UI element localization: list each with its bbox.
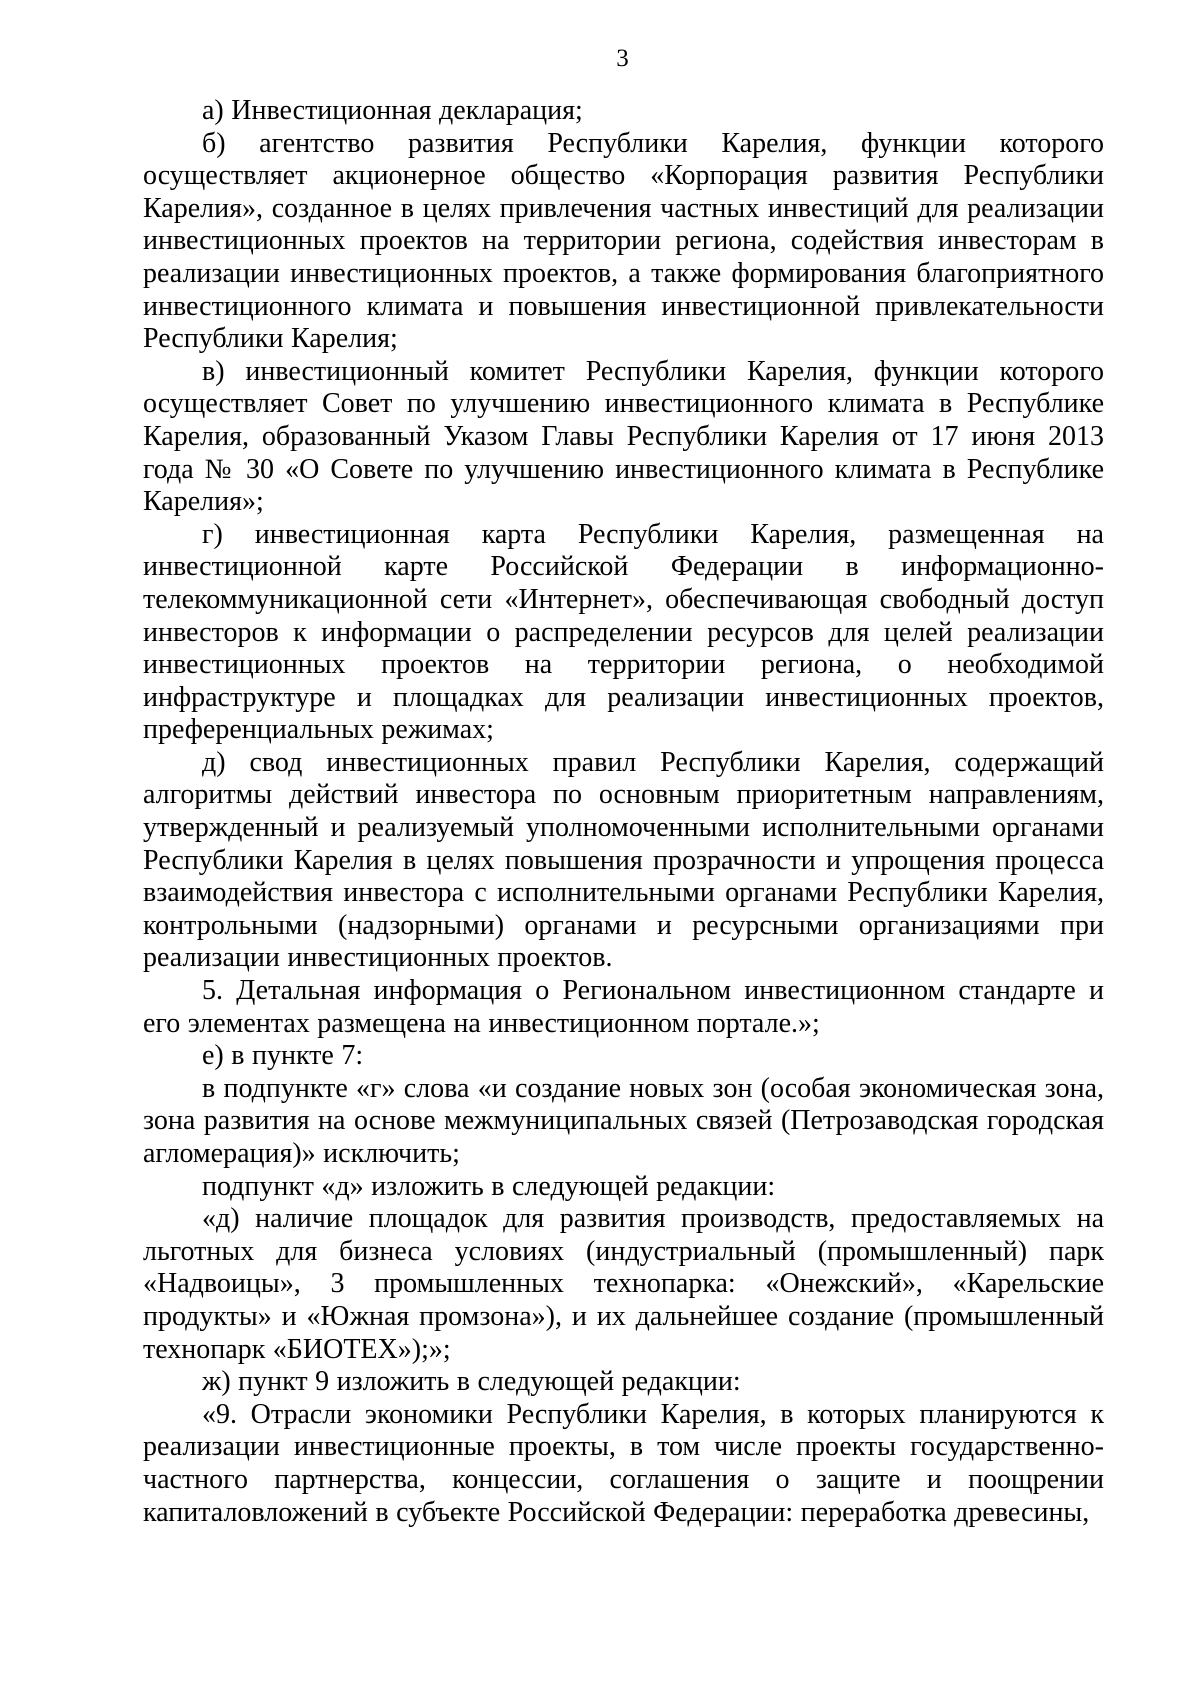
paragraph-d-investment-rules: д) свод инвестиционных правил Республики Карелия, содержащий алгоритмы действий инвестора по основным приоритетным направлениям, утвержденный и реализуемый уполномоченными исполнительными органами Республики Карелия в целях повышения прозрачности и упрощения процесса взаимодействия инвестора с исполнительными органами Республики Карелия, контрольными (надзорными) органами и ресурсными организациями при реализации инвестиционных проектов. <box>143 746 1104 974</box>
paragraph-g-investment-map: г) инвестиционная карта Республики Карелия, размещенная на инвестиционной карте Российской Федерации в информационно-телекоммуникационной сети «Интернет», обеспечивающая свободный доступ инвесторов к информации о распределении ресурсов для целей реализации инвестиционных проектов на территории региона, о необходимой инфраструктуре и площадках для реализации инвестиционных проектов, преференциальных режимах; <box>143 518 1104 746</box>
paragraph-5-detailed-info: 5. Детальная информация о Региональном инвестиционном стандарте и его элементах размещена на инвестиционном портале.»; <box>143 975 1104 1039</box>
document-body <box>143 95 1104 1529</box>
page-number: 3 <box>616 45 629 72</box>
paragraph-v-investment-committee: в) инвестиционный комитет Республики Карелия, функции которого осуществляет Совет по улучшению инвестиционного климата в Республике Карелия, образованный Указом Главы Республики Карелия от 17 июня 2013 года № 30 «О Совете по улучшению инвестиционного климата в Республике Карелия»; <box>143 355 1104 518</box>
paragraph-zh-item-9: ж) пункт 9 изложить в следующей редакции: <box>202 1366 741 1398</box>
paragraph-b-development-agency: б) агентство развития Республики Карелия, функции которого осуществляет акционерное общество «Корпорация развития Республики Карелия», созданное в целях привлечения частных инвестиций для реализации инвестиционных проектов на территории региона, содействия инвесторам в реализации инвестиционных проектов, а также формирования благоприятного инвестиционного климата и повышения инвестиционной привлекательности Республики Карелия; <box>143 127 1104 355</box>
paragraph-e-item-7: е) в пункте 7: <box>202 1040 364 1072</box>
paragraph-subitem-g-words: в подпункте «г» слова «и создание новых зон (особая экономическая зона, зона развития на основе межмуниципальных связей (Петрозаводская городская агломерация)» исключить; <box>143 1072 1104 1169</box>
paragraph-subitem-d-intro: подпункт «д» изложить в следующей редакции: <box>202 1170 776 1202</box>
paragraph-subitem-d-text: «д) наличие площадок для развития производств, предоставляемых на льготных для бизнеса условиях (индустриальный (промышленный) парк «Надвоицы», 3 промышленных технопарка: «Онежский», «Карельские продукты» и «Южная промзона»), и их дальнейшее создание (промышленный технопарк «БИОТЕХ»);»; <box>143 1203 1104 1365</box>
paragraph-9-economy-sectors: «9. Отрасли экономики Республики Карелия, в которых планируются к реализации инвестиционные проекты, в том числе проекты государственно-частного партнерства, концессии, соглашения о защите и поощрении капиталовложений в субъекте Российской Федерации: переработка древесины, <box>143 1398 1104 1528</box>
paragraph-a-declaration: а) Инвестиционная декларация; <box>202 95 583 126</box>
